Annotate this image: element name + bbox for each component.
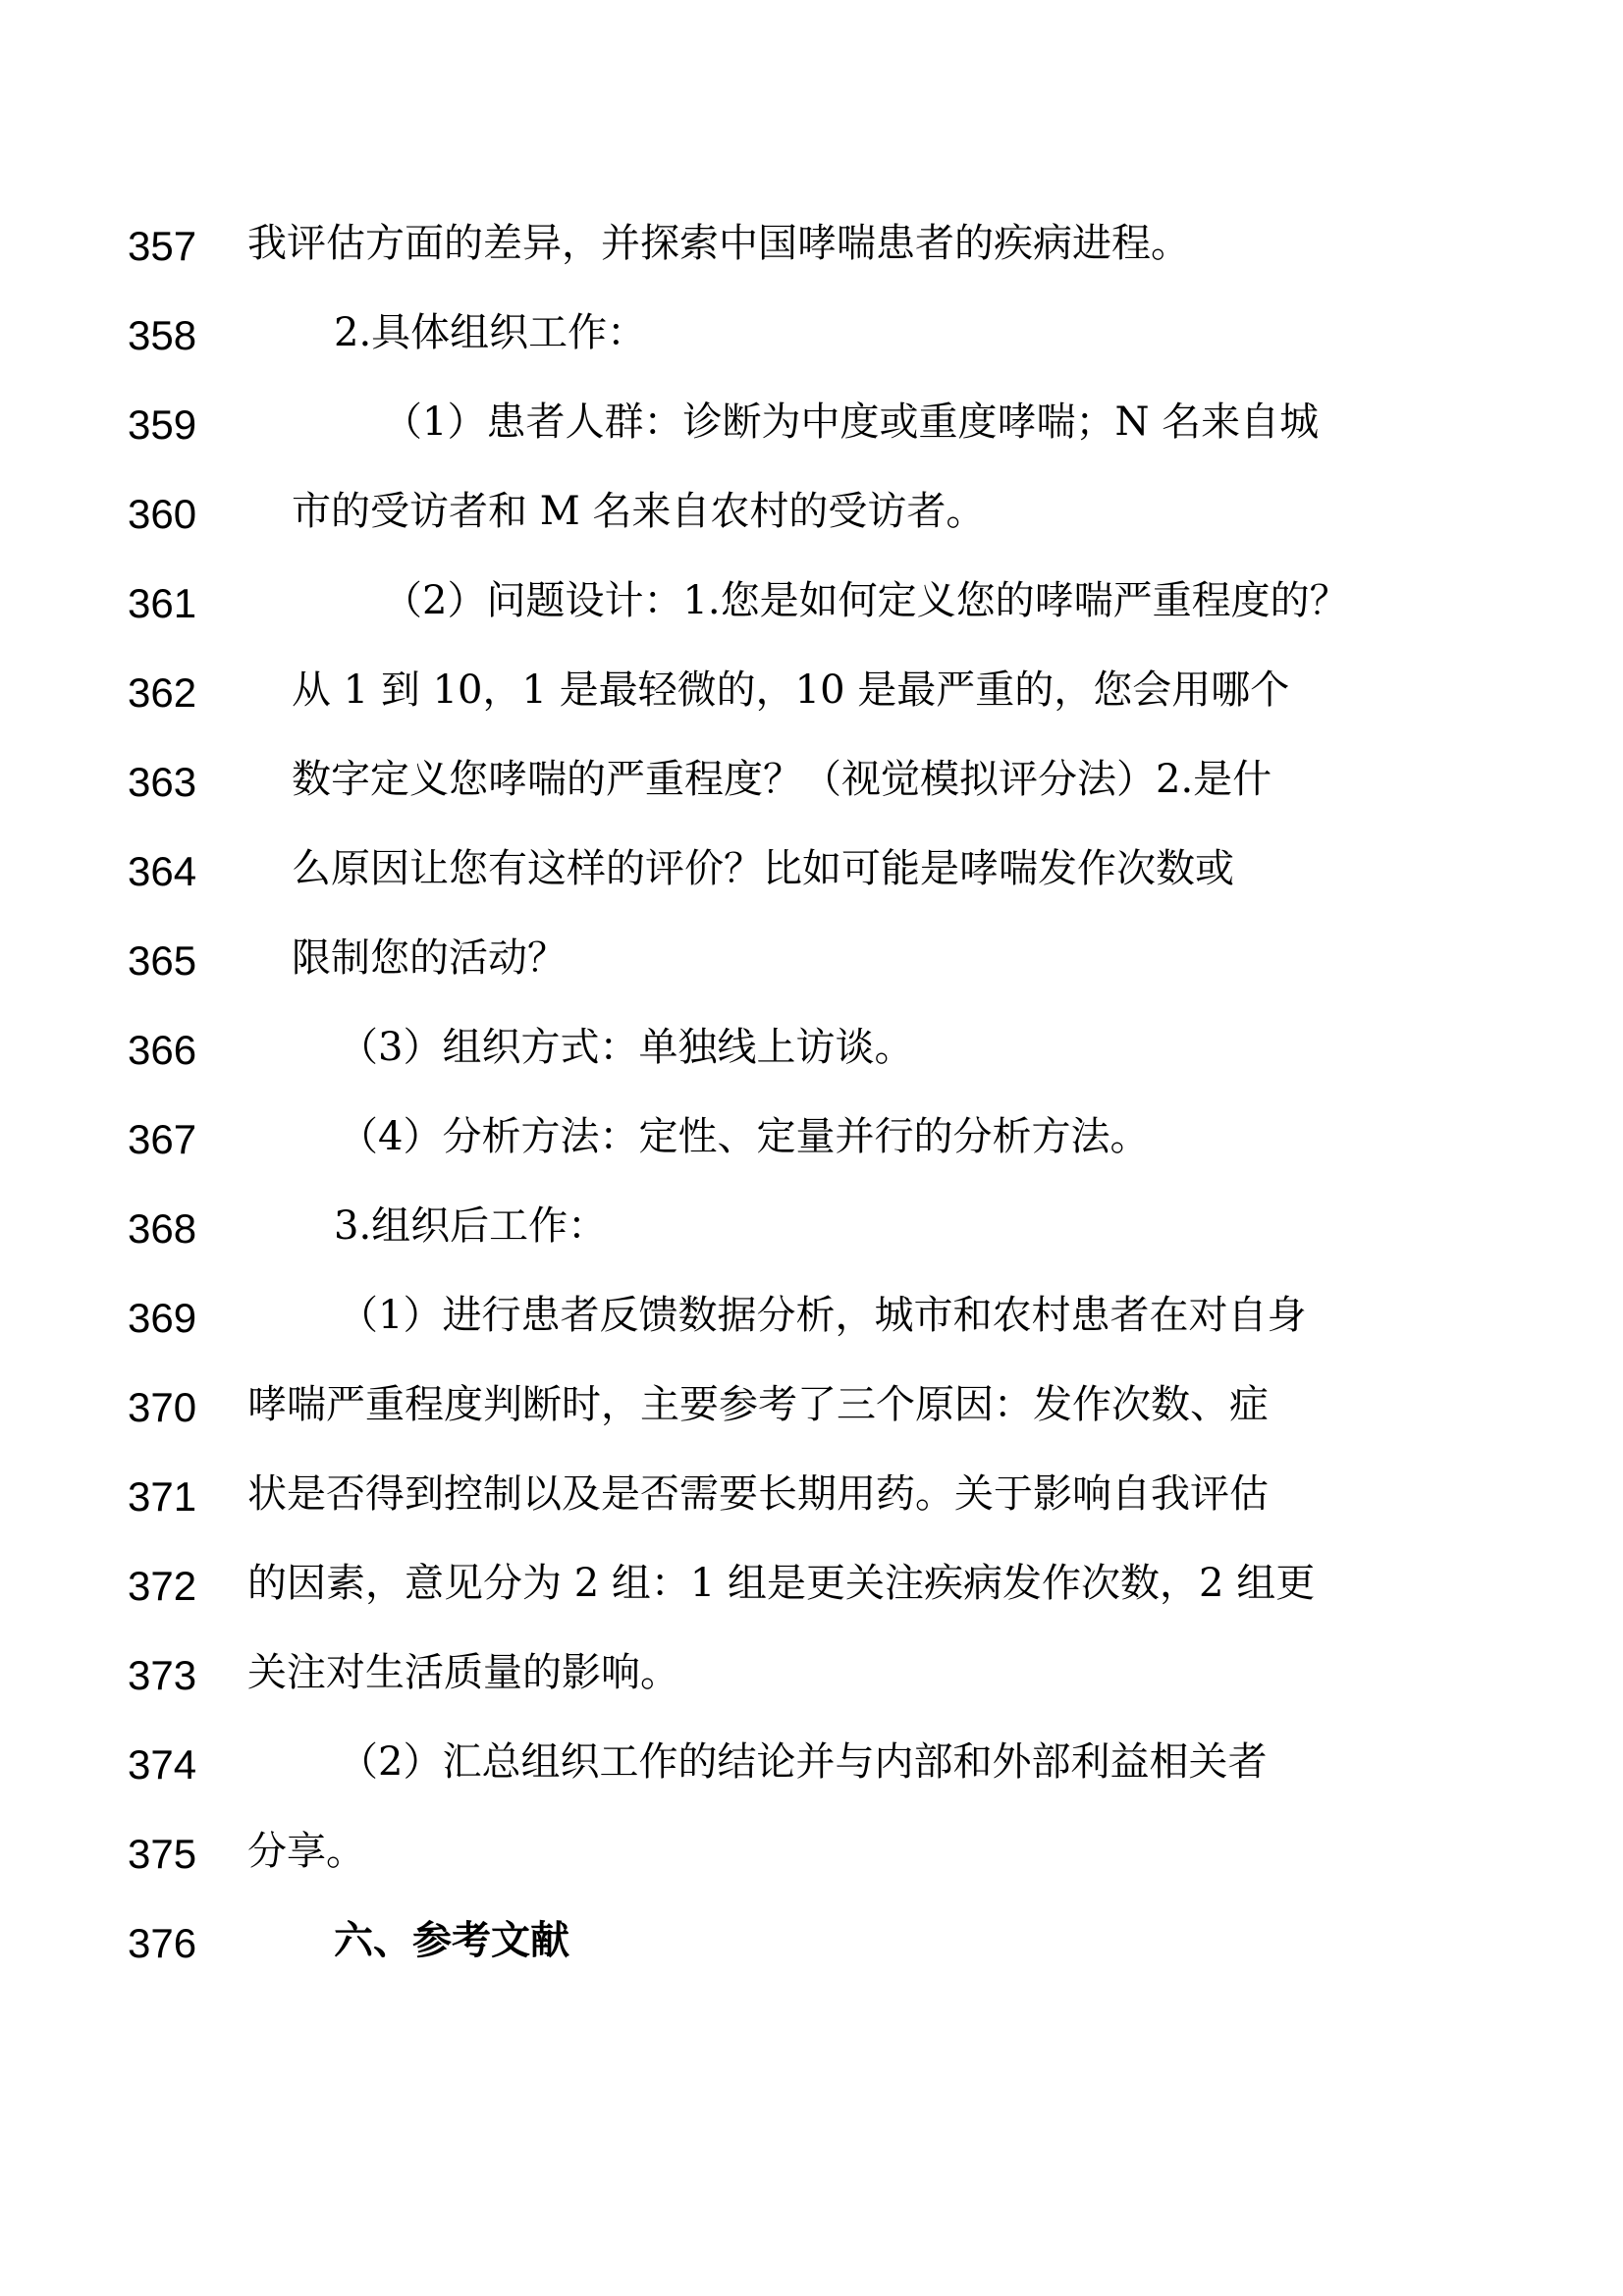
text-line <box>0 1097 1623 1176</box>
line-text: （1）进行患者反馈数据分析，城市和农村患者在对自身 <box>339 1293 1307 1338</box>
line-number: 369 <box>128 1295 197 1341</box>
line-text: 3.组织后工作： <box>334 1203 608 1249</box>
line-number: 358 <box>128 312 197 358</box>
line-text: 市的受访者和 M 名来自农村的受访者。 <box>292 489 986 534</box>
line-number: 365 <box>128 937 197 984</box>
line-number: 363 <box>128 759 197 805</box>
text-line <box>0 1008 1623 1087</box>
line-number: 364 <box>128 848 197 894</box>
text-line <box>0 472 1623 551</box>
line-number: 372 <box>128 1563 197 1609</box>
line-text: 我评估方面的差异，并探索中国哮喘患者的疾病进程。 <box>247 221 1190 266</box>
text-line <box>0 294 1623 372</box>
line-number: 359 <box>128 401 197 448</box>
line-text: 从 1 到 10，1 是最轻微的，10 是最严重的，您会用哪个 <box>292 667 1290 713</box>
line-text: （1）患者人群：诊断为中度或重度哮喘；N 名来自城 <box>383 400 1320 445</box>
line-number: 370 <box>128 1384 197 1430</box>
line-number: 360 <box>128 491 197 537</box>
line-number: 361 <box>128 580 197 626</box>
text-line <box>0 919 1623 997</box>
line-text: 2.具体组织工作： <box>334 310 647 355</box>
line-text: 关注对生活质量的影响。 <box>247 1650 679 1695</box>
line-number: 362 <box>128 669 197 716</box>
line-text: （4）分析方法：定性、定量并行的分析方法。 <box>339 1114 1150 1159</box>
line-text: 限制您的活动？ <box>292 935 567 981</box>
line-text: 哮喘严重程度判断时，主要参考了三个原因：发作次数、症 <box>247 1382 1269 1427</box>
text-line <box>0 1276 1623 1355</box>
line-number: 375 <box>128 1831 197 1877</box>
text-line <box>0 1365 1623 1444</box>
line-text: 么原因让您有这样的评价？比如可能是哮喘发作次数或 <box>292 846 1234 891</box>
line-number: 376 <box>128 1920 197 1966</box>
line-text: （3）组织方式：单独线上访谈。 <box>339 1025 914 1070</box>
line-number: 373 <box>128 1652 197 1698</box>
line-text: （2）问题设计：1.您是如何定义您的哮喘严重程度的？ <box>383 578 1349 623</box>
line-number: 357 <box>128 223 197 269</box>
line-text: 的因素，意见分为 2 组：1 组是更关注疾病发作次数，2 组更 <box>247 1561 1316 1606</box>
text-line <box>0 1723 1623 1801</box>
text-line <box>0 383 1623 461</box>
text-line <box>0 1544 1623 1623</box>
text-line <box>0 1187 1623 1265</box>
text-line <box>0 829 1623 908</box>
line-number: 374 <box>128 1741 197 1788</box>
line-text: 数字定义您哮喘的严重程度？（视觉模拟评分法）2.是什 <box>292 757 1272 802</box>
text-line <box>0 1455 1623 1533</box>
section-heading-line <box>0 1901 1623 1980</box>
line-text: （2）汇总组织工作的结论并与内部和外部利益相关者 <box>339 1739 1268 1785</box>
text-line <box>0 651 1623 729</box>
text-line <box>0 561 1623 640</box>
line-number: 366 <box>128 1027 197 1073</box>
text-line <box>0 740 1623 819</box>
text-line <box>0 1812 1623 1891</box>
line-text: 状是否得到控制以及是否需要长期用药。关于影响自我评估 <box>247 1471 1269 1517</box>
line-number: 368 <box>128 1205 197 1252</box>
text-line <box>0 204 1623 283</box>
text-line <box>0 1633 1623 1712</box>
section-heading: 六、参考文献 <box>334 1918 569 1963</box>
line-number: 367 <box>128 1116 197 1162</box>
line-text: 分享。 <box>247 1829 365 1874</box>
line-number: 371 <box>128 1473 197 1520</box>
